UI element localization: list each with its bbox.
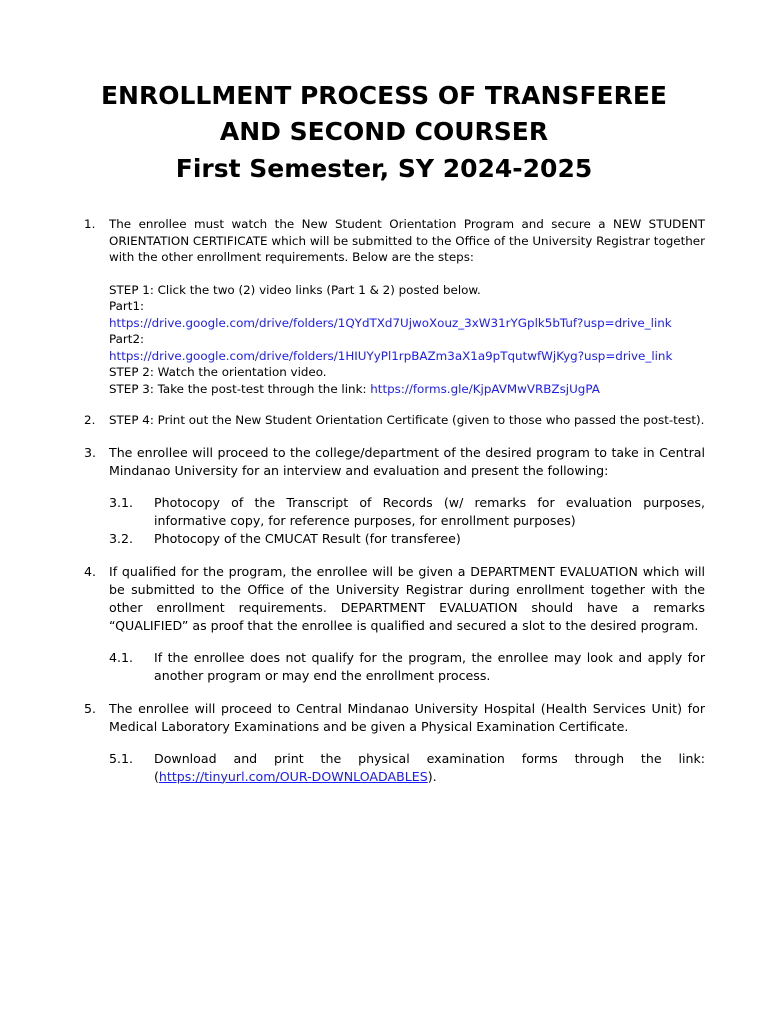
sub-item-text: Photocopy of the Transcript of Records (w/ remarks for evaluation purposes, informative copy, for reference purposes, for enrollment purposes) bbox=[154, 494, 705, 528]
part2-label: Part2: bbox=[109, 332, 145, 346]
part1-label: Part1: bbox=[109, 299, 145, 313]
title-line-1: ENROLLMENT PROCESS OF TRANSFEREE bbox=[100, 81, 667, 110]
sub-list-5 bbox=[109, 750, 705, 786]
list-item-4 bbox=[78, 563, 705, 685]
downloadables-link[interactable]: https://tinyurl.com/OUR-DOWNLOADABLES bbox=[158, 768, 428, 784]
item-number: 1. bbox=[84, 217, 96, 231]
download-forms-link-line bbox=[154, 768, 705, 786]
sub-list-3 bbox=[109, 494, 705, 548]
download-forms-text: Download and print the physical examination forms through the link: bbox=[154, 750, 705, 766]
step-1-text: STEP 1: Click the two (2) video links (Part 1 & 2) posted below. bbox=[109, 282, 481, 297]
step-2-text: STEP 2: Watch the orientation video. bbox=[109, 365, 327, 379]
item-text: STEP 4: Print out the New Student Orientation Certificate (given to those who passed the post-test). bbox=[109, 413, 705, 427]
item-number: 3. bbox=[84, 444, 97, 460]
enrollment-steps-list bbox=[78, 216, 705, 801]
sub-item-4-1 bbox=[109, 649, 705, 685]
document-title bbox=[0, 78, 768, 188]
sub-item-number: 5.1. bbox=[109, 750, 134, 766]
item-text: The enrollee will proceed to Central Mindanao University Hospital (Health Services Unit) for Medical Laboratory Examinations and be given a Physical Examination Certificate. bbox=[109, 700, 705, 734]
sub-item-text: If the enrollee does not qualify for the program, the enrollee may look and apply for another program or may end the enrollment process. bbox=[154, 649, 705, 683]
sub-item-3-2 bbox=[109, 530, 705, 548]
sub-list-4 bbox=[109, 649, 705, 685]
sub-item-number: 3.1. bbox=[109, 494, 134, 510]
sub-item-5-1 bbox=[109, 750, 705, 786]
list-item-5 bbox=[78, 700, 705, 786]
sub-item-3-1 bbox=[109, 494, 705, 530]
item-text: The enrollee will proceed to the college/department of the desired program to take in Central Mindanao University for an interview and evaluation and present the following: bbox=[109, 444, 705, 478]
item-text: The enrollee must watch the New Student Orientation Program and secure a NEW STUDENT ORIENTATION CERTIFICATE which will be submitted to the Office of the University Registrar together with the other enrollment requirements. Below are the steps: bbox=[109, 217, 705, 264]
open-paren: ( bbox=[154, 768, 159, 784]
item-number: 5. bbox=[84, 700, 97, 716]
list-item-1 bbox=[78, 216, 705, 397]
item-text: If qualified for the program, the enrollee will be given a DEPARTMENT EVALUATION which will be submitted to the Office of the University Registrar during enrollment together with the other enrollment requirements. DEPARTMENT EVALUATION should have a remarks “QUALIFIED” as proof that the enrollee is qualified and secured a slot to the desired program. bbox=[109, 563, 705, 633]
sub-item-text bbox=[154, 750, 705, 768]
item-number: 4. bbox=[84, 563, 97, 579]
part2-video-link[interactable]: https://drive.google.com/drive/folders/1HIUYyPl1rpBAZm3aX1a9pTqutwfWjKyg?usp=drive_link bbox=[109, 348, 673, 363]
orientation-steps bbox=[109, 282, 705, 398]
part1-video-link[interactable]: https://drive.google.com/drive/folders/1QYdTXd7UjwoXouz_3xW31rYGplk5bTuf?usp=drive_link bbox=[109, 315, 672, 330]
step-3-line bbox=[109, 381, 705, 398]
post-test-link[interactable]: https://forms.gle/KjpAVMwVRBZsjUgPA bbox=[370, 381, 600, 396]
list-item-3 bbox=[78, 444, 705, 548]
title-line-3: First Semester, SY 2024-2025 bbox=[175, 154, 593, 183]
item-number: 2. bbox=[84, 413, 96, 427]
title-line-2: AND SECOND COURSER bbox=[219, 117, 549, 146]
step-3-text: STEP 3: Take the post-test through the link: bbox=[109, 381, 371, 396]
list-item-2 bbox=[78, 412, 705, 429]
sub-item-number: 4.1. bbox=[109, 649, 134, 665]
close-paren: ). bbox=[427, 768, 437, 784]
sub-item-text: Photocopy of the CMUCAT Result (for transferee) bbox=[154, 530, 461, 546]
sub-item-number: 3.2. bbox=[109, 530, 134, 546]
